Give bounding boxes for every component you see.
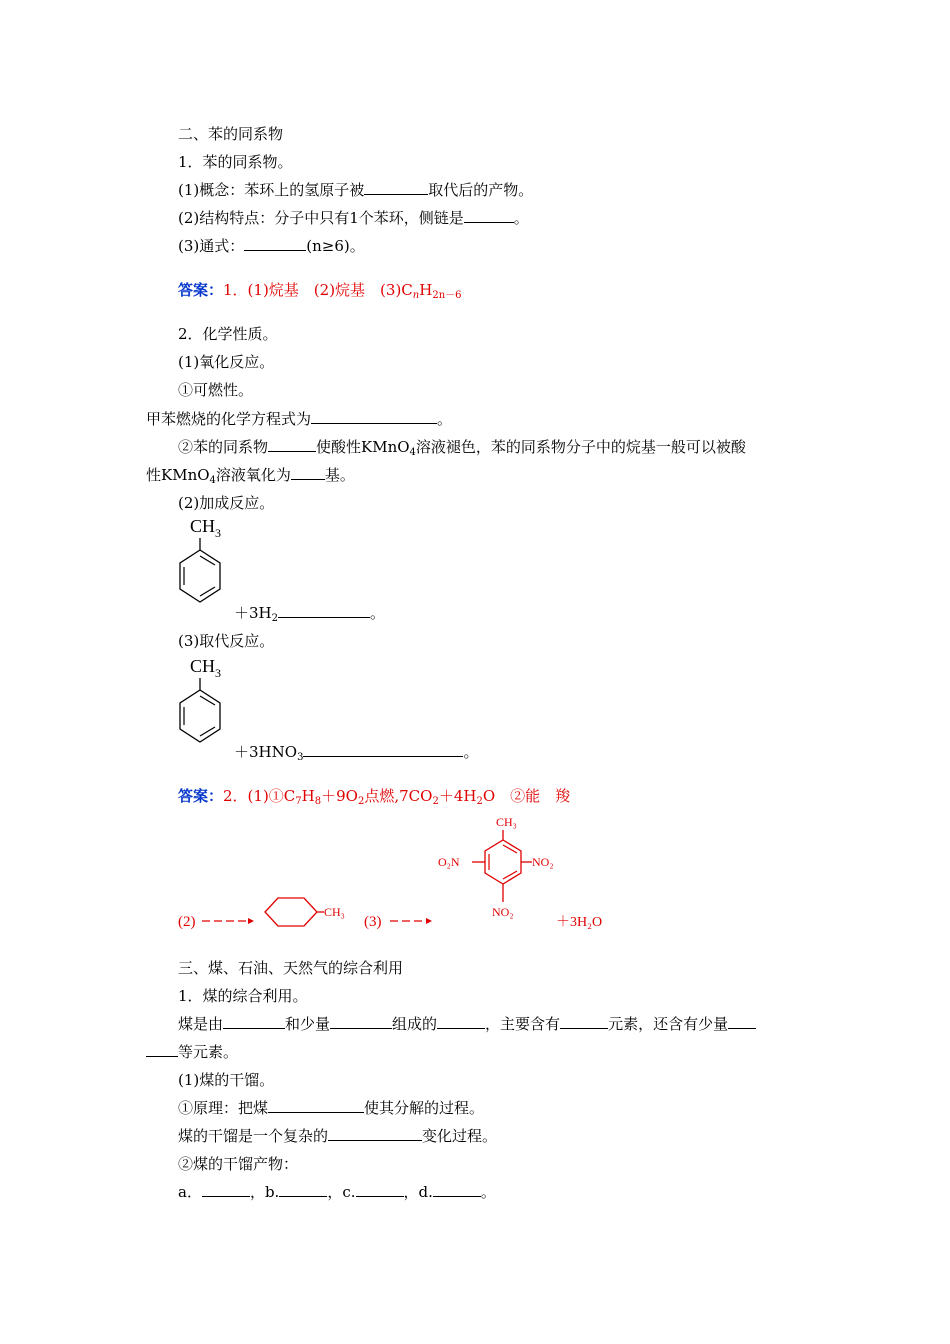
text: 。: [370, 604, 386, 622]
text: ，主要含有: [485, 1015, 561, 1033]
answer-blank: [303, 742, 463, 757]
answer-blank: [311, 409, 437, 424]
text: 元素，还含有少量: [608, 1015, 729, 1033]
question-line: [178, 1014, 756, 1034]
answer-blank: [202, 1182, 250, 1197]
answer-text: 1．(1)烷基 (2)烷基 $(3)C_nH_{2n-6}$: [223, 281, 462, 301]
sub-heading: ①可燃性。: [178, 381, 254, 399]
sub-heading: (3)取代反应。: [178, 632, 275, 650]
question-line: 性KMnO$_4$溶液氧化为 基。: [146, 466, 355, 486]
answer-blank: [560, 1014, 608, 1029]
item-heading: 2．化学性质。: [178, 325, 278, 343]
question-line: [178, 236, 365, 256]
ch3-label: $CH_3$: [190, 516, 222, 540]
answer-blank: [464, 208, 514, 223]
answer-blank: [437, 1014, 485, 1029]
text: 溶液氧化为: [215, 466, 291, 484]
text: (2)结构特点：分子中只有1个苯环，侧链是: [178, 209, 464, 227]
nitro-label: O₂N: [438, 855, 460, 869]
question-line: [146, 1042, 238, 1062]
answer-blank: [268, 437, 316, 452]
answer-blank: [728, 1014, 756, 1029]
sub-heading: ②煤的干馏产物：: [178, 1155, 299, 1173]
text: ，c.: [327, 1183, 356, 1201]
text: 性KMnO: [146, 466, 210, 484]
benzene-ring: [485, 840, 521, 884]
text: 溶液褪色，苯的同系物分子中的烷基一般可以被酸: [415, 438, 746, 456]
cyclohexane-ring: [265, 898, 317, 926]
answer-blank: [330, 1014, 392, 1029]
text: (1)概念：苯环上的氢原子被: [178, 181, 365, 199]
text: a．: [178, 1183, 202, 1201]
sub-heading: (1)煤的干馏。: [178, 1071, 275, 1089]
answer-label: 答案：: [178, 281, 224, 299]
answer-blank: [244, 236, 306, 251]
answer-blank: [146, 1042, 178, 1057]
nitro-label: NO₂: [532, 855, 554, 869]
text: 使酸性KMnO: [316, 438, 410, 456]
text: ，b.: [249, 1183, 280, 1201]
answer-reactions: [170, 808, 640, 938]
answer-blank: [328, 1126, 422, 1141]
answer-blank: [223, 1014, 285, 1029]
answer-blank: [278, 603, 370, 618]
sub-heading: (2)加成反应。: [178, 494, 275, 512]
answer-blank: [433, 1182, 481, 1197]
text: ＋3HNO: [234, 743, 298, 761]
text: 和少量: [285, 1015, 331, 1033]
question-line: [178, 1126, 497, 1146]
answer-label: 答案：: [178, 787, 224, 805]
section-title: 三、煤、石油、天然气的综合利用: [178, 959, 404, 977]
text: 煤是由: [178, 1015, 224, 1033]
answer-blank: [291, 465, 325, 480]
text: ，d.: [403, 1183, 433, 1201]
text: ②苯的同系物: [178, 438, 269, 456]
text: ①原理：把煤: [178, 1099, 269, 1117]
question-line: [178, 1098, 484, 1118]
answer-text: 2．$(1)①C_7H_8+9O_2$点燃$,7CO_2+4H_2O$ ②能 羧: [223, 787, 571, 807]
ch3-label: $CH_3$: [190, 656, 222, 680]
text: 组成的: [392, 1015, 438, 1033]
text: 基。: [324, 466, 355, 484]
section-title: 二、苯的同系物: [178, 125, 284, 143]
answer-blank: [279, 1182, 327, 1197]
reaction-line: $+3HNO_3$ 。: [234, 743, 479, 763]
question-line: [178, 180, 533, 200]
text: (3)通式：: [178, 237, 245, 255]
arrow-icon: [390, 918, 432, 924]
answer-blank: [268, 1098, 364, 1113]
text: ＋3H: [234, 604, 272, 622]
ch3-label: CH₃: [496, 815, 517, 829]
text: 甲苯燃烧的化学方程式为: [146, 410, 312, 428]
text: 。: [513, 209, 529, 227]
answer-blank: [356, 1182, 404, 1197]
item-heading: 1．煤的综合利用。: [178, 987, 308, 1005]
text: 煤的干馏是一个复杂的: [178, 1127, 329, 1145]
text: 等元素。: [178, 1043, 239, 1061]
text: 。: [437, 410, 453, 428]
reaction-3-label: (3): [364, 914, 382, 930]
sub-heading: (1)氧化反应。: [178, 353, 275, 371]
question-line: [178, 208, 529, 228]
question-line: ②苯的同系物 使酸性KMnO$_4$溶液褪色，苯的同系物分子中的烷基一般可以被酸: [178, 438, 746, 458]
question-line: [178, 1182, 496, 1202]
text: 。: [463, 743, 479, 761]
question-line: [146, 409, 452, 429]
text: 取代后的产物。: [428, 181, 534, 199]
reaction-line: $+3H_2$ 。: [234, 604, 386, 624]
answer-blank: [364, 180, 428, 195]
item-heading: 1．苯的同系物。: [178, 153, 293, 171]
text: 变化过程。: [422, 1127, 498, 1145]
arrow-icon: [202, 918, 254, 924]
answer-line: [178, 280, 462, 300]
text: (n≥6)。: [306, 237, 365, 255]
reaction-2-label: (2): [178, 914, 196, 930]
text: 使其分解的过程。: [364, 1099, 485, 1117]
water-term: ＋3H₂O: [556, 915, 603, 930]
nitro-label: NO₂: [492, 905, 514, 919]
text: 。: [480, 1183, 496, 1201]
ch3-label: CH₃: [324, 905, 345, 919]
answer-line: [178, 786, 570, 806]
